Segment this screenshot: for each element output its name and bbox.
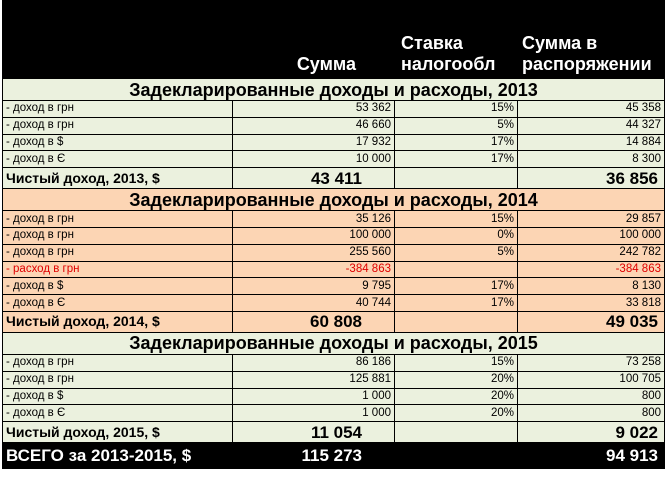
total-sum: 11 054 bbox=[233, 422, 395, 443]
table-row bbox=[3, 371, 665, 388]
table-row bbox=[3, 388, 665, 405]
header-row bbox=[3, 1, 665, 79]
row-rate: 5% bbox=[395, 117, 518, 134]
row-sum: 1 000 bbox=[233, 388, 395, 405]
table-row bbox=[3, 354, 665, 371]
row-label: - доход в грн bbox=[3, 117, 233, 134]
row-sum: 255 560 bbox=[233, 244, 395, 261]
row-sum: 35 126 bbox=[233, 211, 395, 228]
total-sum: 60 808 bbox=[233, 311, 395, 332]
row-sum: 1 000 bbox=[233, 405, 395, 422]
row-rate: 20% bbox=[395, 388, 518, 405]
total-available: 49 035 bbox=[518, 311, 665, 332]
table-row bbox=[3, 151, 665, 168]
row-sum: 17 932 bbox=[233, 134, 395, 151]
row-available: 73 258 bbox=[518, 354, 665, 371]
total-row-2015 bbox=[3, 422, 665, 443]
total-sum: 43 411 bbox=[233, 168, 395, 189]
total-available: 36 856 bbox=[518, 168, 665, 189]
row-sum: 100 000 bbox=[233, 227, 395, 244]
row-label: - доход в Є bbox=[3, 295, 233, 312]
section-title-row-2014 bbox=[3, 189, 665, 211]
row-available: 100 705 bbox=[518, 371, 665, 388]
table-row bbox=[3, 405, 665, 422]
row-rate: 17% bbox=[395, 278, 518, 295]
header-sum: Сумма bbox=[233, 1, 395, 79]
row-rate: 20% bbox=[395, 371, 518, 388]
row-available: 8 130 bbox=[518, 278, 665, 295]
row-label: - доход в $ bbox=[3, 134, 233, 151]
grand-total-sum: 115 273 bbox=[233, 443, 395, 469]
row-label: - доход в $ bbox=[3, 278, 233, 295]
section-title-row-2015 bbox=[3, 332, 665, 354]
row-available: 29 857 bbox=[518, 211, 665, 228]
header-available bbox=[518, 1, 665, 79]
income-declaration-table-wrapper bbox=[2, 0, 664, 477]
table-row bbox=[3, 117, 665, 134]
row-label: - доход в Є bbox=[3, 151, 233, 168]
row-rate: 15% bbox=[395, 211, 518, 228]
total-label: Чистый доход, 2014, $ bbox=[3, 311, 233, 332]
total-label: Чистый доход, 2015, $ bbox=[3, 422, 233, 443]
grand-total-row bbox=[3, 443, 665, 469]
row-sum: 40 744 bbox=[233, 295, 395, 312]
row-sum: 9 795 bbox=[233, 278, 395, 295]
header-empty-cell bbox=[3, 1, 233, 79]
row-sum: 46 660 bbox=[233, 117, 395, 134]
row-label: - доход в грн bbox=[3, 371, 233, 388]
row-rate: 5% bbox=[395, 244, 518, 261]
row-available: 45 358 bbox=[518, 101, 665, 118]
total-label: Чистый доход, 2013, $ bbox=[3, 168, 233, 189]
section-title: Задекларированные доходы и расходы, 2014 bbox=[3, 189, 665, 211]
row-available: 800 bbox=[518, 388, 665, 405]
row-available: 44 327 bbox=[518, 117, 665, 134]
row-label: - доход в грн bbox=[3, 227, 233, 244]
row-rate: 17% bbox=[395, 295, 518, 312]
grand-total-rate-empty bbox=[395, 443, 518, 469]
row-available: 800 bbox=[518, 405, 665, 422]
row-rate: 17% bbox=[395, 151, 518, 168]
row-label: - доход в грн bbox=[3, 244, 233, 261]
row-sum: 53 362 bbox=[233, 101, 395, 118]
row-rate: 17% bbox=[395, 134, 518, 151]
row-label: - доход в грн bbox=[3, 211, 233, 228]
section-title-row-2013 bbox=[3, 79, 665, 101]
table-row bbox=[3, 211, 665, 228]
row-rate: 0% bbox=[395, 227, 518, 244]
table-row bbox=[3, 227, 665, 244]
row-rate: 20% bbox=[395, 405, 518, 422]
row-sum: 10 000 bbox=[233, 151, 395, 168]
grand-total-label: ВСЕГО за 2013-2015, $ bbox=[3, 443, 233, 469]
row-available: 14 884 bbox=[518, 134, 665, 151]
total-rate-empty bbox=[395, 311, 518, 332]
table-row bbox=[3, 278, 665, 295]
income-declaration-table bbox=[2, 0, 665, 469]
section-title: Задекларированные доходы и расходы, 2015 bbox=[3, 332, 665, 354]
row-rate bbox=[395, 261, 518, 278]
row-sum: 86 186 bbox=[233, 354, 395, 371]
row-available: -384 863 bbox=[518, 261, 665, 278]
row-available: 100 000 bbox=[518, 227, 665, 244]
row-label: - доход в грн bbox=[3, 101, 233, 118]
grand-total-available: 94 913 bbox=[518, 443, 665, 469]
total-rate-empty bbox=[395, 422, 518, 443]
table-row-expense bbox=[3, 261, 665, 278]
table-row bbox=[3, 244, 665, 261]
header-available-line1: Сумма в bbox=[522, 33, 598, 53]
header-rate-line2: налогообл bbox=[401, 54, 496, 74]
row-available: 33 818 bbox=[518, 295, 665, 312]
header-rate bbox=[395, 1, 518, 79]
table-row bbox=[3, 101, 665, 118]
row-label: - доход в Є bbox=[3, 405, 233, 422]
table-row bbox=[3, 134, 665, 151]
row-sum: -384 863 bbox=[233, 261, 395, 278]
section-title: Задекларированные доходы и расходы, 2013 bbox=[3, 79, 665, 101]
total-rate-empty bbox=[395, 168, 518, 189]
header-rate-line1: Ставка bbox=[401, 33, 463, 53]
row-sum: 125 881 bbox=[233, 371, 395, 388]
row-label: - расход в грн bbox=[3, 261, 233, 278]
row-label: - доход в $ bbox=[3, 388, 233, 405]
total-row-2013 bbox=[3, 168, 665, 189]
row-available: 242 782 bbox=[518, 244, 665, 261]
row-label: - доход в грн bbox=[3, 354, 233, 371]
total-row-2014 bbox=[3, 311, 665, 332]
table-row bbox=[3, 295, 665, 312]
row-rate: 15% bbox=[395, 101, 518, 118]
row-available: 8 300 bbox=[518, 151, 665, 168]
total-available: 9 022 bbox=[518, 422, 665, 443]
row-rate: 15% bbox=[395, 354, 518, 371]
header-available-line2: распоряжении bbox=[522, 54, 652, 74]
